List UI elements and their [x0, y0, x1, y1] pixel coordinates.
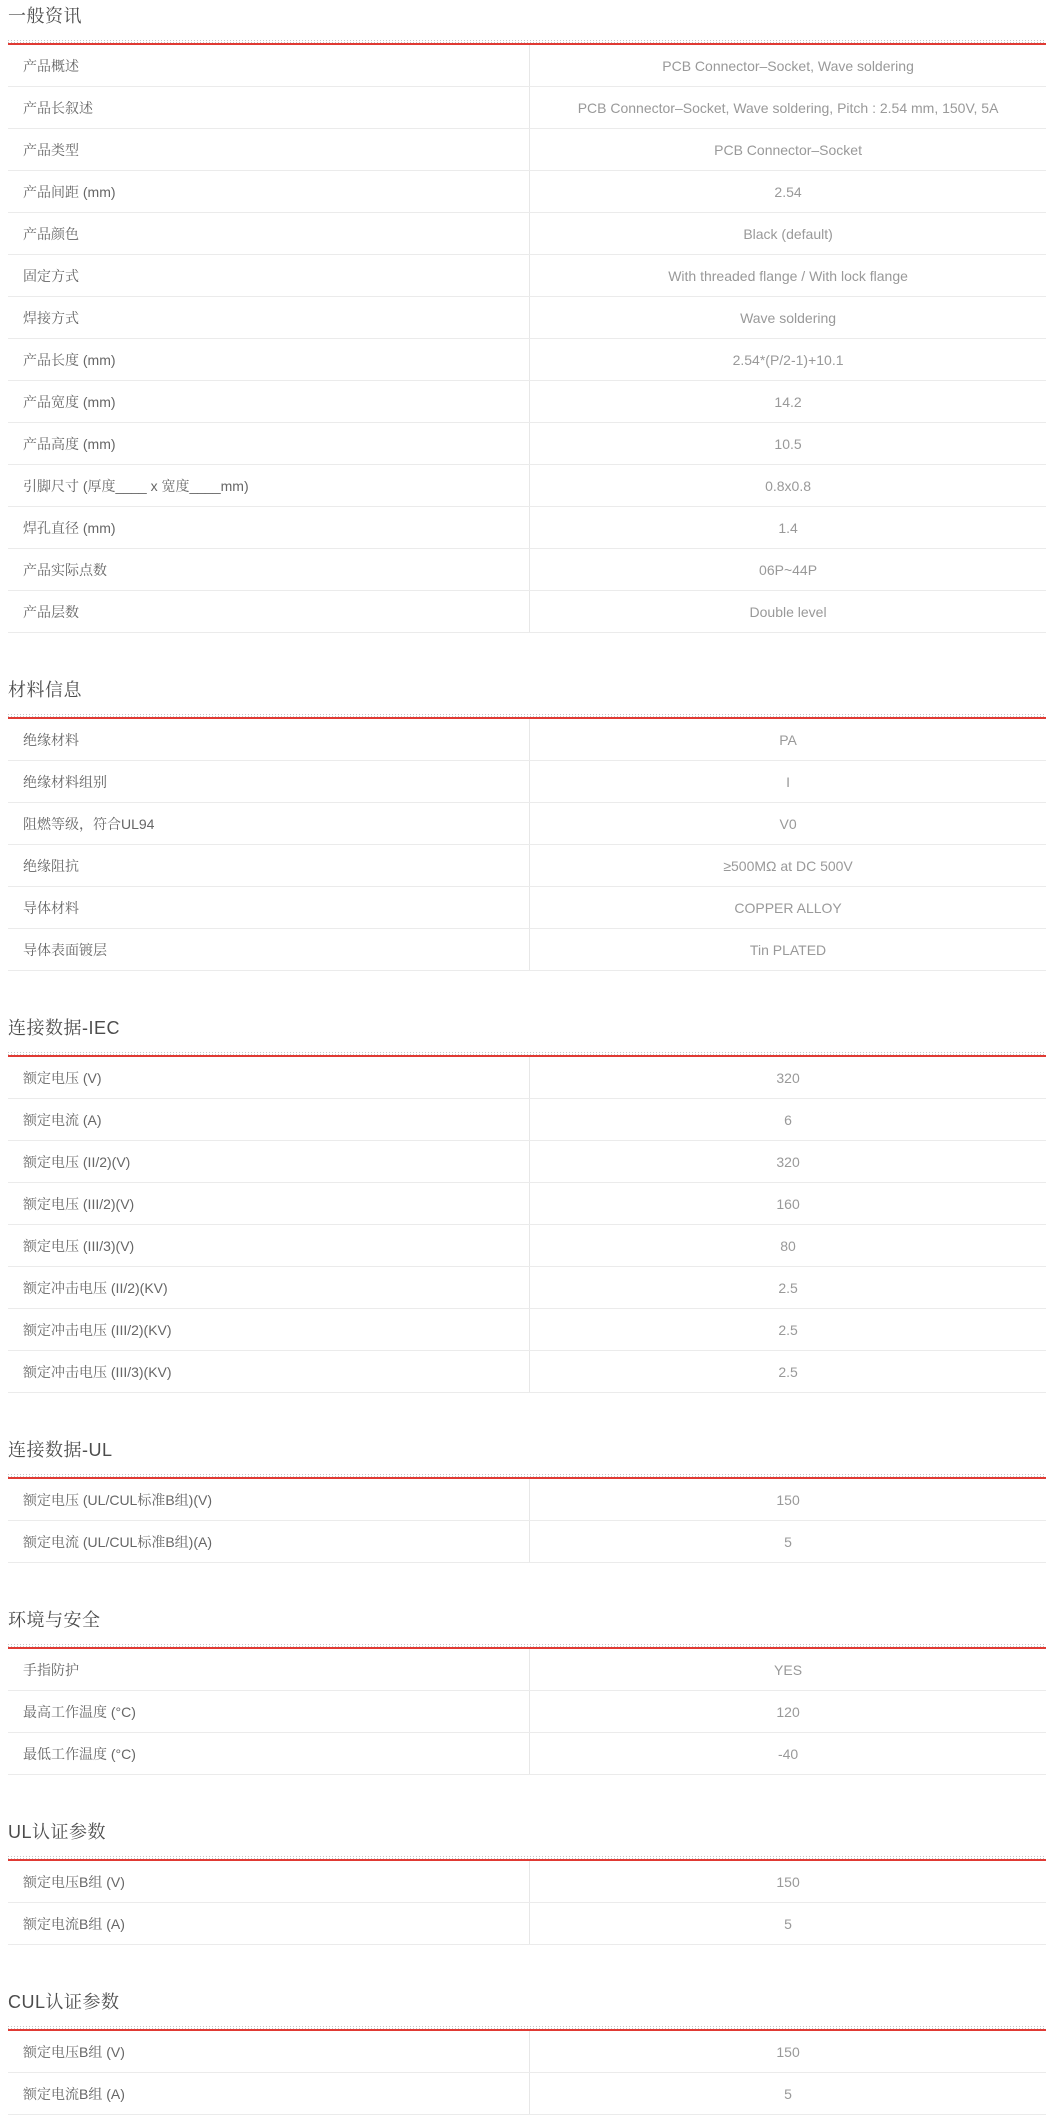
row-value: 2.5 — [778, 1363, 798, 1380]
table-row — [8, 1903, 1046, 1945]
row-value: 06P~44P — [759, 561, 818, 578]
row-value: 2.54*(P/2-1)+10.1 — [732, 351, 844, 368]
row-label: 产品概述 — [8, 45, 530, 86]
row-label: 产品长叙述 — [8, 87, 530, 128]
row-value: Wave soldering — [740, 309, 837, 326]
section-general-info — [8, 3, 1046, 633]
row-label: 额定电流 (A) — [8, 1099, 530, 1140]
table-row — [8, 1521, 1046, 1563]
table-row — [8, 1479, 1046, 1521]
spec-table — [8, 1856, 1046, 1945]
row-value: 5 — [784, 2085, 792, 2102]
row-label: 导体表面镀层 — [8, 929, 530, 970]
table-row — [8, 761, 1046, 803]
table-row — [8, 1225, 1046, 1267]
section-title: 材料信息 — [8, 680, 82, 700]
row-value: 150 — [776, 2043, 800, 2060]
table-row — [8, 719, 1046, 761]
row-value: ≥500MΩ at DC 500V — [723, 857, 853, 874]
table-row — [8, 1057, 1046, 1099]
table-row — [8, 129, 1046, 171]
section-title: 连接数据-UL — [8, 1440, 113, 1460]
row-label: 产品类型 — [8, 129, 530, 170]
row-value: COPPER ALLOY — [734, 899, 842, 916]
table-row — [8, 1267, 1046, 1309]
table-row — [8, 1183, 1046, 1225]
row-value: 1.4 — [778, 519, 798, 536]
spec-table — [8, 2026, 1046, 2115]
table-row — [8, 549, 1046, 591]
row-value: 10.5 — [774, 435, 802, 452]
row-label: 绝缘材料 — [8, 719, 530, 760]
section-connection-data-iec — [8, 1015, 1046, 1393]
row-label: 最低工作温度 (°C) — [8, 1733, 530, 1774]
table-row — [8, 591, 1046, 633]
row-value: YES — [774, 1661, 803, 1678]
table-row — [8, 845, 1046, 887]
table-row — [8, 1691, 1046, 1733]
row-value: 0.8x0.8 — [765, 477, 812, 494]
table-row — [8, 87, 1046, 129]
spec-table — [8, 1052, 1046, 1393]
row-value: 5 — [784, 1533, 792, 1550]
row-label: 额定电压B组 (V) — [8, 1861, 530, 1902]
row-label: 额定电压 (III/3)(V) — [8, 1225, 530, 1266]
table-row — [8, 381, 1046, 423]
table-row — [8, 339, 1046, 381]
row-label: 阻燃等级，符合UL94 — [8, 803, 530, 844]
row-value: Black (default) — [743, 225, 833, 242]
section-title: UL认证参数 — [8, 1822, 107, 1842]
row-label: 额定电压 (III/2)(V) — [8, 1183, 530, 1224]
table-row — [8, 1141, 1046, 1183]
row-label: 产品宽度 (mm) — [8, 381, 530, 422]
row-label: 额定电流B组 (A) — [8, 1903, 530, 1944]
row-label: 手指防护 — [8, 1649, 530, 1690]
table-row — [8, 1099, 1046, 1141]
row-label: 额定电压B组 (V) — [8, 2031, 530, 2072]
section-title: 环境与安全 — [8, 1610, 101, 1630]
table-row — [8, 2031, 1046, 2073]
row-label: 额定冲击电压 (III/3)(KV) — [8, 1351, 530, 1392]
row-value: PCB Connector–Socket, Wave soldering, Pitch : 2.54 mm, 150V, 5A — [577, 99, 999, 116]
row-label: 绝缘阻抗 — [8, 845, 530, 886]
row-value: 320 — [776, 1153, 800, 1170]
row-value: With threaded flange / With lock flange — [668, 267, 908, 284]
row-value: PCB Connector–Socket — [714, 141, 862, 158]
table-row — [8, 465, 1046, 507]
table-row — [8, 255, 1046, 297]
row-value: 150 — [776, 1873, 800, 1890]
row-value: Double level — [749, 603, 827, 620]
row-label: 最高工作温度 (°C) — [8, 1691, 530, 1732]
row-label: 额定电流B组 (A) — [8, 2073, 530, 2114]
table-row — [8, 507, 1046, 549]
row-value: V0 — [779, 815, 797, 832]
row-value: 80 — [780, 1237, 796, 1254]
table-row — [8, 1309, 1046, 1351]
table-row — [8, 297, 1046, 339]
row-value: 2.54 — [774, 183, 802, 200]
row-value: PA — [779, 731, 797, 748]
row-label: 引脚尺寸 (厚度____ x 宽度____mm) — [8, 465, 530, 506]
row-value: 14.2 — [774, 393, 802, 410]
table-row — [8, 45, 1046, 87]
spec-table — [8, 714, 1046, 971]
table-row — [8, 887, 1046, 929]
row-label: 额定电流 (UL/CUL标准B组)(A) — [8, 1521, 530, 1562]
table-row — [8, 1733, 1046, 1775]
row-value: 320 — [776, 1069, 800, 1086]
section-cul-certification — [8, 1989, 1046, 2115]
row-value: 160 — [776, 1195, 800, 1212]
row-label: 绝缘材料组别 — [8, 761, 530, 802]
table-row — [8, 171, 1046, 213]
row-label: 产品长度 (mm) — [8, 339, 530, 380]
row-label: 导体材料 — [8, 887, 530, 928]
row-value: 120 — [776, 1703, 800, 1720]
table-row — [8, 929, 1046, 971]
table-row — [8, 2073, 1046, 2115]
table-row — [8, 423, 1046, 465]
row-value: 2.5 — [778, 1321, 798, 1338]
row-value: -40 — [777, 1745, 799, 1762]
row-label: 额定冲击电压 (III/2)(KV) — [8, 1309, 530, 1350]
row-label: 产品高度 (mm) — [8, 423, 530, 464]
row-label: 额定电压 (V) — [8, 1057, 530, 1098]
row-value: PCB Connector–Socket, Wave soldering — [662, 57, 914, 74]
table-row — [8, 1351, 1046, 1393]
spec-table — [8, 40, 1046, 633]
row-label: 焊孔直径 (mm) — [8, 507, 530, 548]
row-value: 5 — [784, 1915, 792, 1932]
section-environment-safety — [8, 1607, 1046, 1775]
table-row — [8, 213, 1046, 255]
section-connection-data-ul — [8, 1437, 1046, 1563]
section-title: CUL认证参数 — [8, 1992, 120, 2012]
row-label: 产品实际点数 — [8, 549, 530, 590]
row-value: Tin PLATED — [749, 941, 827, 958]
row-label: 固定方式 — [8, 255, 530, 296]
section-ul-certification — [8, 1819, 1046, 1945]
row-label: 额定冲击电压 (II/2)(KV) — [8, 1267, 530, 1308]
row-label: 产品间距 (mm) — [8, 171, 530, 212]
spec-table — [8, 1644, 1046, 1775]
section-material-info — [8, 677, 1046, 971]
row-label: 额定电压 (UL/CUL标准B组)(V) — [8, 1479, 530, 1520]
row-label: 产品层数 — [8, 591, 530, 632]
row-label: 产品颜色 — [8, 213, 530, 254]
spec-table — [8, 1474, 1046, 1563]
row-label: 额定电压 (II/2)(V) — [8, 1141, 530, 1182]
row-value: I — [786, 773, 790, 790]
section-title: 一般资讯 — [8, 6, 82, 26]
section-title: 连接数据-IEC — [8, 1018, 120, 1038]
table-row — [8, 1649, 1046, 1691]
table-row — [8, 1861, 1046, 1903]
row-label: 焊接方式 — [8, 297, 530, 338]
row-value: 6 — [784, 1111, 792, 1128]
table-row — [8, 803, 1046, 845]
row-value: 2.5 — [778, 1279, 798, 1296]
row-value: 150 — [776, 1491, 800, 1508]
